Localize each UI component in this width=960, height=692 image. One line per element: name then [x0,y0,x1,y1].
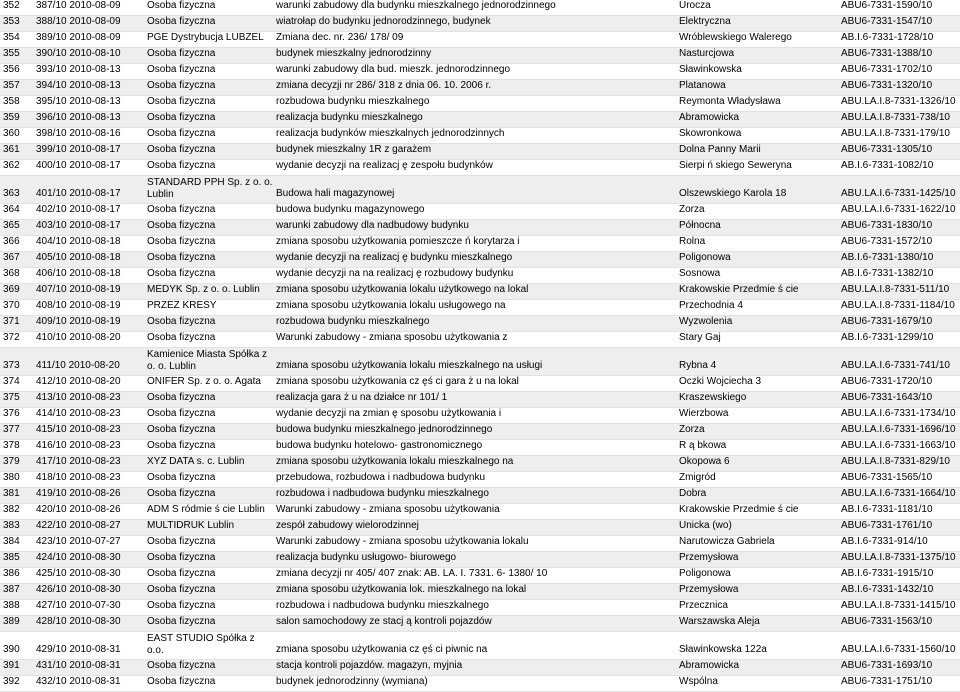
case-reference-cell: AB.I.6-7331-1382/10 [841,268,934,279]
decision-number-date-cell: 395/10 2010-08-13 [36,96,121,107]
street-cell: Przecznica [679,600,728,611]
row-number-cell: 355 [3,48,20,59]
row-number-cell: 388 [3,600,20,611]
subject-cell: budowa budynku hotelowo- gastronomicznego [276,440,483,451]
street-cell: Wróblewskiego Walerego [679,32,792,43]
case-reference-cell: ABU.LA.I.8-7331-511/10 [841,284,950,295]
applicant-cell: Osoba fizyczna [147,96,216,107]
applicant-cell: Osoba fizyczna [147,568,216,579]
case-reference-cell: ABU6-7331-1320/10 [841,80,933,91]
decision-number-date-cell: 426/10 2010-08-30 [36,584,121,595]
case-reference-cell: ABU.LA.I.6-7331-1663/10 [841,440,956,451]
applicant-cell: Osoba fizyczna [147,144,216,155]
subject-cell: zmiana sposobu użytkowania lokalu usługowego na [276,300,506,311]
row-number-cell: 377 [3,424,20,435]
subject-cell: zmiana sposobu użytkowania cz ęś ci piwnic na [276,644,488,655]
row-number-cell: 365 [3,220,20,231]
case-reference-cell: ABU6-7331-1572/10 [841,236,933,247]
row-number-cell: 378 [3,440,20,451]
decision-number-date-cell: 419/10 2010-08-26 [36,488,121,499]
street-cell: Zorza [679,424,705,435]
table-row [0,128,960,144]
subject-cell: Warunki zabudowy - zmiana sposobu użytkowania [276,504,500,515]
row-number-cell: 369 [3,284,20,295]
decision-number-date-cell: 387/10 2010-08-09 [36,0,121,11]
subject-cell: wydanie decyzji na realizacj ę zespołu budynków [276,160,493,171]
table-row [0,536,960,552]
subject-cell: warunki zabudowy dla bud. mieszk. jednorodzinnego [276,64,511,75]
case-reference-cell: AB.I.6-7331-1380/10 [841,252,934,263]
row-number-cell: 374 [3,376,20,387]
subject-cell: zmiana decyzji nr 286/ 318 z dnia 06. 10. 2006 r. [276,80,492,91]
subject-cell: zmiana sposobu użytkowania cz ęś ci gara ż u na lokal [276,376,519,387]
case-reference-cell: ABU.LA.I.8-7331-1375/10 [841,552,956,563]
decision-number-date-cell: 401/10 2010-08-17 [36,188,121,199]
row-number-cell: 363 [3,188,20,199]
subject-cell: budynek mieszkalny jednorodzinny [276,48,432,59]
row-number-cell: 380 [3,472,20,483]
applicant-cell: Osoba fizyczna [147,332,216,343]
street-cell: Olszewskiego Karola 18 [679,188,787,199]
applicant-cell: PGE Dystrybucja LUBZEL [147,32,264,43]
street-cell: Dobra [679,488,707,499]
applicant-cell: Osoba fizyczna [147,16,216,27]
decision-number-date-cell: 414/10 2010-08-23 [36,408,121,419]
case-reference-cell: ABU.LA.I.8-7331-738/10 [841,112,950,123]
street-cell: Abramowicka [679,660,740,671]
subject-cell: Zmiana dec. nr. 236/ 178/ 09 [276,32,404,43]
subject-cell: wiatrołap do budynku jednorodzinnego, budynek [276,16,491,27]
subject-cell: warunki zabudowy dla nadbudowy budynku [276,220,469,231]
street-cell: Poligonowa [679,252,731,263]
row-number-cell: 392 [3,676,20,687]
row-number-cell: 352 [3,0,20,11]
case-reference-cell: ABU.LA.I.6-7331-1664/10 [841,488,956,499]
applicant-cell: Osoba fizyczna [147,64,216,75]
row-number-cell: 371 [3,316,20,327]
table-row [0,472,960,488]
row-number-cell: 376 [3,408,20,419]
table-row [0,0,960,16]
street-cell: Narutowicza Gabriela [679,536,775,547]
decision-number-date-cell: 428/10 2010-08-30 [36,616,121,627]
case-reference-cell: ABU.LA.I.6-7331-1696/10 [841,424,956,435]
case-reference-cell: ABU6-7331-1305/10 [841,144,933,155]
decision-number-date-cell: 394/10 2010-08-13 [36,80,121,91]
row-number-cell: 375 [3,392,20,403]
applicant-cell: Osoba fizyczna [147,268,216,279]
row-number-cell: 356 [3,64,20,75]
street-cell: Warszawska Aleja [679,616,760,627]
case-reference-cell: ABU6-7331-1643/10 [841,392,933,403]
street-cell: Sławinkowska [679,64,742,75]
street-cell: Skowronkowa [679,128,742,139]
applicant-cell: STANDARD PPH Sp. z o. o. Lublin [147,177,273,200]
case-reference-cell: ABU6-7331-1702/10 [841,64,933,75]
decision-number-date-cell: 405/10 2010-08-18 [36,252,121,263]
street-cell: Rybna 4 [679,360,717,371]
row-number-cell: 367 [3,252,20,263]
row-number-cell: 373 [3,360,20,371]
street-cell: Sławinkowska 122a [679,644,767,655]
decision-number-date-cell: 398/10 2010-08-16 [36,128,121,139]
table-row [0,176,960,204]
row-number-cell: 366 [3,236,20,247]
row-number-cell: 387 [3,584,20,595]
row-number-cell: 383 [3,520,20,531]
decision-number-date-cell: 388/10 2010-08-09 [36,16,121,27]
case-reference-cell: AB.I.6-7331-1299/10 [841,332,934,343]
street-cell: Oczki Wojciecha 3 [679,376,762,387]
row-number-cell: 390 [3,644,20,655]
applicant-cell: Osoba fizyczna [147,112,216,123]
case-reference-cell: ABU6-7331-1679/10 [841,316,933,327]
applicant-cell: Osoba fizyczna [147,488,216,499]
applicant-cell: Osoba fizyczna [147,204,216,215]
table-row [0,392,960,408]
row-number-cell: 357 [3,80,20,91]
street-cell: Północna [679,220,721,231]
applicant-cell: Osoba fizyczna [147,236,216,247]
row-number-cell: 384 [3,536,20,547]
subject-cell: realizacja budynku mieszkalnego [276,112,423,123]
table-row [0,204,960,220]
case-reference-cell: ABU6-7331-1751/10 [841,676,933,687]
case-reference-cell: ABU6-7331-1590/10 [841,0,933,11]
case-reference-cell: ABU6-7331-1565/10 [841,472,933,483]
applicant-cell: Osoba fizyczna [147,584,216,595]
case-reference-cell: AB.I.6-7331-1082/10 [841,160,934,171]
case-reference-cell: ABU.LA.I.8-7331-1184/10 [841,300,955,311]
applicant-cell: Osoba fizyczna [147,440,216,451]
applicant-cell: XYZ DATA s. c. Lublin [147,456,245,467]
subject-cell: zmiana sposobu użytkowania lokalu użytkowego na lokal [276,284,529,295]
row-number-cell: 359 [3,112,20,123]
row-number-cell: 354 [3,32,20,43]
decision-number-date-cell: 410/10 2010-08-20 [36,332,121,343]
street-cell: Okopowa 6 [679,456,730,467]
street-cell: Przemysłowa [679,552,739,563]
decision-number-date-cell: 427/10 2010-07-30 [36,600,121,611]
subject-cell: realizacja budynku usługowo- biurowego [276,552,457,563]
street-cell: Wierzbowa [679,408,729,419]
table-row [0,424,960,440]
subject-cell: rozbudowa i nadbudowa budynku mieszkalnego [276,600,489,611]
row-number-cell: 391 [3,660,20,671]
street-cell: Abramowicka [679,112,740,123]
subject-cell: przebudowa, rozbudowa i nadbudowa budynku [276,472,486,483]
decision-number-date-cell: 432/10 2010-08-31 [36,676,121,687]
street-cell: Zorza [679,204,705,215]
case-reference-cell: ABU.LA.I.6-7331-1425/10 [841,188,956,199]
case-reference-cell: ABU6-7331-1563/10 [841,616,933,627]
subject-cell: stacja kontroli pojazdów. magazyn, myjnia [276,660,463,671]
case-reference-cell: AB.I.6-7331-1915/10 [841,568,934,579]
decision-number-date-cell: 408/10 2010-08-19 [36,300,121,311]
row-number-cell: 368 [3,268,20,279]
table-row [0,376,960,392]
table-row [0,236,960,252]
decision-number-date-cell: 406/10 2010-08-18 [36,268,121,279]
street-cell: Wyzwolenia [679,316,733,327]
table-row [0,676,960,692]
decision-number-date-cell: 431/10 2010-08-31 [36,660,121,671]
row-number-cell: 389 [3,616,20,627]
subject-cell: zmiana sposobu użytkowania pomieszcze ń korytarza i [276,236,520,247]
subject-cell: zmiana sposobu użytkowania lokalu mieszkalnego na usługi [276,360,543,371]
street-cell: Wspólna [679,676,718,687]
table-row [0,220,960,236]
table-row [0,112,960,128]
applicant-cell: Osoba fizyczna [147,616,216,627]
applicant-cell: Osoba fizyczna [147,472,216,483]
subject-cell: warunki zabudowy dla budynku mieszkalnego jednorodzinnego [276,0,556,11]
table-row [0,600,960,616]
table-row [0,616,960,632]
subject-cell: realizacja gara ż u na działce nr 101/ 1 [276,392,448,403]
decision-number-date-cell: 417/10 2010-08-23 [36,456,121,467]
decision-number-date-cell: 409/10 2010-08-19 [36,316,121,327]
table-row [0,48,960,64]
decision-number-date-cell: 400/10 2010-08-17 [36,160,121,171]
applicant-cell: Osoba fizyczna [147,80,216,91]
table-row [0,284,960,300]
row-number-cell: 386 [3,568,20,579]
table-row [0,348,960,376]
table-row [0,568,960,584]
decision-number-date-cell: 404/10 2010-08-18 [36,236,121,247]
applicant-cell: Osoba fizyczna [147,252,216,263]
decision-number-date-cell: 399/10 2010-08-17 [36,144,121,155]
case-reference-cell: ABU.LA.I.8-7331-1415/10 [841,600,956,611]
applicant-cell: Osoba fizyczna [147,424,216,435]
case-reference-cell: AB.I.6-7331-914/10 [841,536,928,547]
row-number-cell: 385 [3,552,20,563]
row-number-cell: 364 [3,204,20,215]
subject-cell: Warunki zabudowy - zmiana sposobu użytkowania lokalu [276,536,529,547]
applicant-cell: Osoba fizyczna [147,160,216,171]
table-row [0,584,960,600]
subject-cell: rozbudowa i nadbudowa budynku mieszkalnego [276,488,489,499]
applicant-cell: Osoba fizyczna [147,316,216,327]
case-reference-cell: AB.I.6-7331-1432/10 [841,584,934,595]
case-reference-cell: ABU.LA.I.8-7331-179/10 [841,128,950,139]
case-reference-cell: ABU.LA.I.8-7331-1326/10 [841,96,956,107]
street-cell: Przechodnia 4 [679,300,743,311]
row-number-cell: 362 [3,160,20,171]
case-reference-cell: ABU.LA.I.6-7331-741/10 [841,360,950,371]
applicant-cell: Osoba fizyczna [147,48,216,59]
table-row [0,300,960,316]
street-cell: Elektryczna [679,16,731,27]
applicant-cell: Osoba fizyczna [147,676,216,687]
case-reference-cell: ABU6-7331-1720/10 [841,376,933,387]
street-cell: Krakowskie Przedmie ś cie [679,284,799,295]
decision-number-date-cell: 416/10 2010-08-23 [36,440,121,451]
decision-number-date-cell: 407/10 2010-08-19 [36,284,121,295]
table-row [0,440,960,456]
applicant-cell: Osoba fizyczna [147,128,216,139]
table-row [0,16,960,32]
table-row [0,252,960,268]
street-cell: Dolna Panny Marii [679,144,761,155]
row-number-cell: 358 [3,96,20,107]
case-reference-cell: ABU6-7331-1388/10 [841,48,933,59]
table-row [0,64,960,80]
decision-number-date-cell: 425/10 2010-08-30 [36,568,121,579]
decision-number-date-cell: 393/10 2010-08-13 [36,64,121,75]
subject-cell: Warunki zabudowy - zmiana sposobu użytkowania z [276,332,508,343]
subject-cell: zmiana decyzji nr 405/ 407 znak: AB. LA. I. 7331. 6- 1380/ 10 [276,568,548,579]
decision-number-date-cell: 423/10 2010-07-27 [36,536,121,547]
applicant-cell: ADM Ś ródmie ś cie Lublin [147,504,265,515]
applicant-cell: MEDYK Sp. z o. o. Lublin [147,284,260,295]
street-cell: Reymonta Władysława [679,96,781,107]
table-row [0,660,960,676]
decision-number-date-cell: 418/10 2010-08-23 [36,472,121,483]
subject-cell: Budowa hali magazynowej [276,188,395,199]
decision-number-date-cell: 402/10 2010-08-17 [36,204,121,215]
table-row [0,520,960,536]
street-cell: Nasturcjowa [679,48,735,59]
table-row [0,316,960,332]
table-row [0,488,960,504]
subject-cell: realizacja budynków mieszkalnych jednorodzinnych [276,128,505,139]
subject-cell: rozbudowa budynku mieszkalnego [276,316,430,327]
row-number-cell: 382 [3,504,20,515]
decision-number-date-cell: 412/10 2010-08-20 [36,376,121,387]
subject-cell: zmiana sposobu użytkowania lokalu mieszkalnego na [276,456,514,467]
table-row [0,332,960,348]
street-cell: Sierpi ń skiego Seweryna [679,160,792,171]
street-cell: Przemysłowa [679,584,739,595]
subject-cell: budynek jednorodzinny (wymiana) [276,676,428,687]
applicant-cell: Osoba fizyczna [147,0,216,11]
row-number-cell: 381 [3,488,20,499]
subject-cell: budowa budynku magazynowego [276,204,425,215]
case-reference-cell: ABU6-7331-1693/10 [841,660,933,671]
table-row [0,504,960,520]
decision-number-date-cell: 413/10 2010-08-23 [36,392,121,403]
subject-cell: salon samochodowy ze stacj ą kontroli pojazdów [276,616,492,627]
street-cell: R ą bkowa [679,440,727,451]
applicant-cell: Kamienice Miasta Spółka z o. o. Lublin [147,349,268,372]
street-cell: Stary Gaj [679,332,721,343]
table-row [0,632,960,660]
case-reference-cell: ABU.LA.I.6-7331-1560/10 [841,644,956,655]
case-reference-cell: ABU.LA.I.8-7331-829/10 [841,456,950,467]
table-row [0,144,960,160]
case-reference-cell: ABU.LA.I.6-7331-1622/10 [841,204,956,215]
applicant-cell: Osoba fizyczna [147,220,216,231]
applicant-cell: Osoba fizyczna [147,600,216,611]
applicant-cell: EAST STUDIO Spółka z o.o. [147,633,255,656]
table-row [0,32,960,48]
subject-cell: budowa budynku mieszkalnego jednorodzinnego [276,424,493,435]
case-reference-cell: AB.I.6-7331-1728/10 [841,32,934,43]
applicant-cell: PRZEZ KRESY [147,300,217,311]
decision-number-date-cell: 403/10 2010-08-17 [36,220,121,231]
decision-number-date-cell: 420/10 2010-08-26 [36,504,121,515]
street-cell: Poligonowa [679,568,731,579]
row-number-cell: 370 [3,300,20,311]
applicant-cell: MULTIDRUK Lublin [147,520,235,531]
decision-number-date-cell: 390/10 2010-08-10 [36,48,121,59]
table-row [0,80,960,96]
case-reference-cell: ABU6-7331-1761/10 [841,520,933,531]
row-number-cell: 372 [3,332,20,343]
subject-cell: budynek mieszkalny 1R z garażem [276,144,432,155]
subject-cell: wydanie decyzji na zmian ę sposobu użytkowania i [276,408,502,419]
table-row [0,160,960,176]
row-number-cell: 379 [3,456,20,467]
row-number-cell: 361 [3,144,20,155]
applicant-cell: ONIFER Sp. z o. o. Agata [147,376,261,387]
table-row [0,408,960,424]
decision-number-date-cell: 424/10 2010-08-30 [36,552,121,563]
decision-number-date-cell: 415/10 2010-08-23 [36,424,121,435]
row-number-cell: 353 [3,16,20,27]
applicant-cell: Osoba fizyczna [147,660,216,671]
applicant-cell: Osoba fizyczna [147,392,216,403]
case-reference-cell: ABU.LA.I.6-7331-1734/10 [841,408,956,419]
applicant-cell: Osoba fizyczna [147,536,216,547]
subject-cell: zespół zabudowy wielorodzinnej [276,520,419,531]
decision-number-date-cell: 429/10 2010-08-31 [36,644,121,655]
decision-number-date-cell: 411/10 2010-08-20 [36,360,120,371]
subject-cell: wydanie decyzji na na realizacj ę rozbudowy budynku [276,268,514,279]
street-cell: Żmigród [679,472,716,483]
table-row [0,268,960,284]
street-cell: Krakowskie Przedmie ś cie [679,504,799,515]
street-cell: Kraszewskiego [679,392,747,403]
street-cell: Unicka (wo) [679,520,732,531]
table-row [0,96,960,112]
subject-cell: rozbudowa budynku mieszkalnego [276,96,430,107]
applicant-cell: Osoba fizyczna [147,408,216,419]
decision-number-date-cell: 389/10 2010-08-09 [36,32,121,43]
row-number-cell: 360 [3,128,20,139]
street-cell: Platanowa [679,80,726,91]
street-cell: Sosnowa [679,268,721,279]
table-row [0,552,960,568]
street-cell: Rolna [679,236,706,247]
case-reference-cell: ABU6-7331-1547/10 [841,16,933,27]
table-row [0,456,960,472]
street-cell: Urocza [679,0,711,11]
applicant-cell: Osoba fizyczna [147,552,216,563]
subject-cell: wydanie decyzji na realizacj ę budynku mieszkalnego [276,252,513,263]
decision-number-date-cell: 422/10 2010-08-27 [36,520,121,531]
subject-cell: zmiana sposobu użytkowania lok. mieszkalnego na lokal [276,584,527,595]
case-reference-cell: AB.I.6-7331-1181/10 [841,504,933,515]
case-reference-cell: ABU6-7331-1830/10 [841,220,933,231]
decision-number-date-cell: 396/10 2010-08-13 [36,112,121,123]
